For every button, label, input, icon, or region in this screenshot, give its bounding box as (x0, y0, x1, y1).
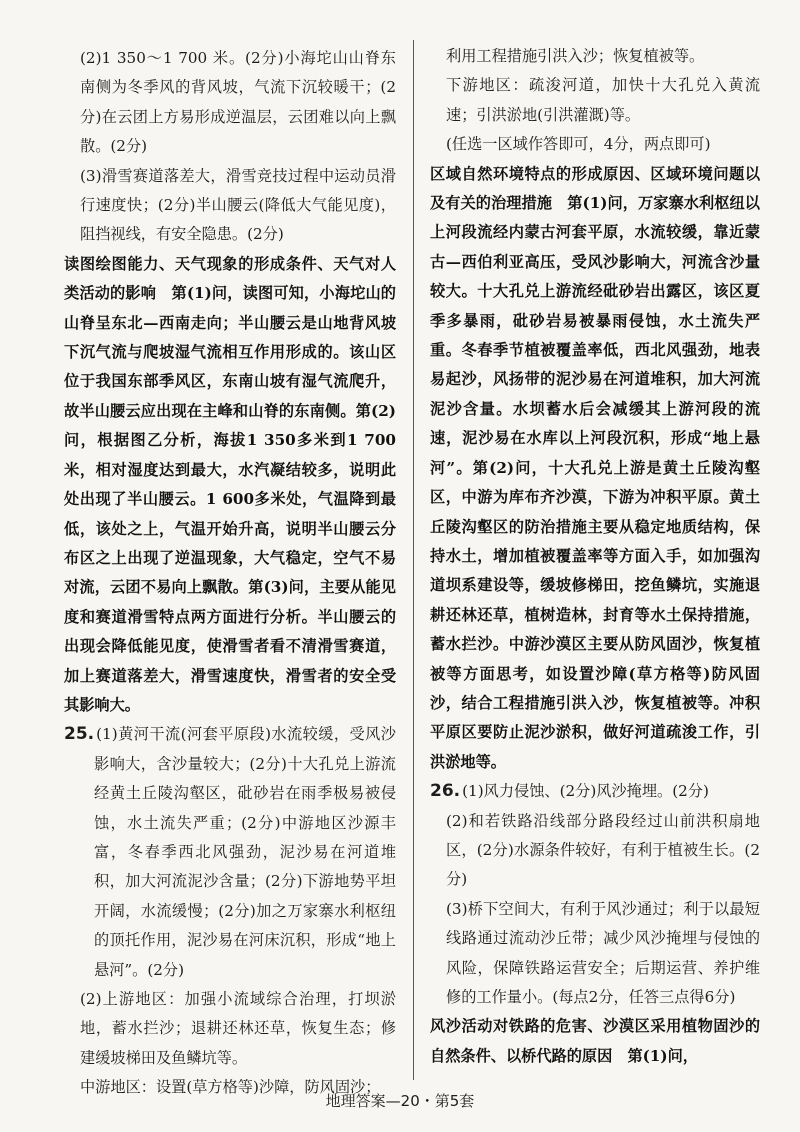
analysis-24: 读图绘图能力、天气现象的形成条件、天气对人类活动的影响 第(1)问，读图可知，小海坨山的山脊呈东北—西南走向；半山腰云是山地背风坡下沉气流与爬坡湿气流相互作用形成的。该山区位于我国东部季风区，东南山坡有湿气流爬升，故半山腰云应出现在主峰和山脊的东南侧。第(2)问，根据图乙分析，海拔1 350多米到1 700米，相对湿度达到最大，水汽凝结较多，说明此处出现了半山腰云。1 600多米处，气温降到最低，该处之上，气温开始升高，说明半山腰云分布区之上出现了逆温现象，大气稳定，空气不易对流，云团不易向上飘散。第(3)问，主要从能见度和赛道滑雪特点两方面进行分析。半山腰云的出现会降低能见度，使滑雪者看不清滑雪赛道，加上赛道落差大，滑雪速度快，滑雪者的安全受其影响大。 (64, 254, 396, 714)
answer-24-2: (2)1 350～1 700 米。(2分)小海坨山山脊东南侧为冬季风的背风坡，气流下沉较暖干；(2分)在云团上方易形成逆温层，云团难以向上飘散。(2分) (80, 49, 396, 156)
analysis-25: 区域自然环境特点的形成原因、区域环境问题以及有关的治理措施 第(1)问，万家寨水利枢纽以上河段流经内蒙古河套平原，水流较缓，靠近蒙古—西伯利亚高压，受风沙影响大，河流含沙量较大。十大孔兑上游流经砒砂岩出露区，该区夏季多暴雨，砒砂岩易被暴雨侵蚀，水土流失严重。冬春季节植被覆盖率低，西北风强劲，地表易起沙，风扬带的泥沙易在河道堆积，加大河流泥沙含量。水坝蓄水后会减缓其上游河段的流速，泥沙易在水库以上河段沉积，形成“地上悬河”。第(2)问，十大孔兑上游是黄土丘陵沟壑区，中游为库布齐沙漠，下游为冲积平原。黄土丘陵沟壑区的防治措施主要从稳定地质结构，保持水土，增加植被覆盖率等方面入手，如加强沟道坝系建设等，缓坡修梯田，挖鱼鳞坑，实施退耕还林还草，植树造林，封育等水土保持措施，蓄水拦沙。中游沙漠区主要从防风固沙，恢复植被等方面思考，如设置沙障(草方格等)防风固沙，结合工程措施引洪入沙，恢复植被等。冲积平原区要防止泥沙淤积，做好河道疏浚工作，引洪淤地等。 (430, 164, 760, 771)
question-number-25: 25. (64, 724, 95, 745)
answer-24-3: (3)滑雪赛道落差大，滑雪竞技过程中运动员滑行速度快；(2分)半山腰云(降低大气能见度)，阻挡视线，有安全隐患。(2分) (80, 166, 396, 244)
answer-25-2-lower: 下游地区：疏浚河道，加快十大孔兑入黄流速；引洪淤地(引洪灌溉)等。 (446, 76, 760, 124)
answer-25-2-cont: 利用工程措施引洪入沙；恢复植被等。 (446, 47, 705, 65)
column-divider (413, 40, 414, 1080)
answer-26-3: (3)桥下空间大，有利于风沙通过；利于以最短线路通过流动沙丘带；减少风沙掩埋与侵蚀的风险，保障铁路运营安全；后期运营、养护维修的工作量小。(每点2分，任答三点得6分) (446, 899, 760, 1006)
analysis-26: 风沙活动对铁路的危害、沙漠区采用植物固沙的自然条件、以桥代路的原因 第(1)问， (430, 1017, 760, 1065)
answer-25-1-text: (1)黄河干流(河套平原段)水流较缓，受风沙影响大，含沙量较大；(2分)十大孔兑上游流经黄土丘陵沟壑区，砒砂岩在雨季极易被侵蚀，水土流失严重；(2分)中游地区沙源丰富，冬春季西北风强劲，泥沙易在河道堆积，加大河流泥沙含量；(2分)下游地势平坦开阔，水流缓慢；(2分)加之万家寨水利枢纽的顶托作用，泥沙易在河床沉积，形成“地上悬河”。(2分) (94, 725, 396, 979)
question-number-26: 26. (430, 781, 461, 802)
answer-26-1-text: (1)风力侵蚀、(2分)风沙掩埋。(2分) (462, 782, 709, 801)
answer-25-note: (任选一区域作答即可，4分，两点即可) (446, 135, 711, 154)
page-footer: 地理答案—20・第5套 (325, 1092, 475, 1110)
left-column (64, 44, 396, 1103)
answer-26-2: (2)和若铁路沿线部分路段经过山前洪积扇地区，(2分)水源条件较好，有利于植被生长。(2分) (446, 811, 760, 889)
answer-25-2-mid: 中游地区：设置(草方格等)沙障，防风固沙； (80, 1078, 381, 1097)
answer-26-1 (430, 777, 760, 806)
answer-25-1 (64, 720, 396, 985)
answer-25-2: (2)上游地区：加强小流域综合治理，打坝淤地，蓄水拦沙；退耕还林还草，恢复生态；修建缓坡梯田及鱼鳞坑等。 (80, 990, 396, 1067)
right-column (430, 42, 760, 1071)
